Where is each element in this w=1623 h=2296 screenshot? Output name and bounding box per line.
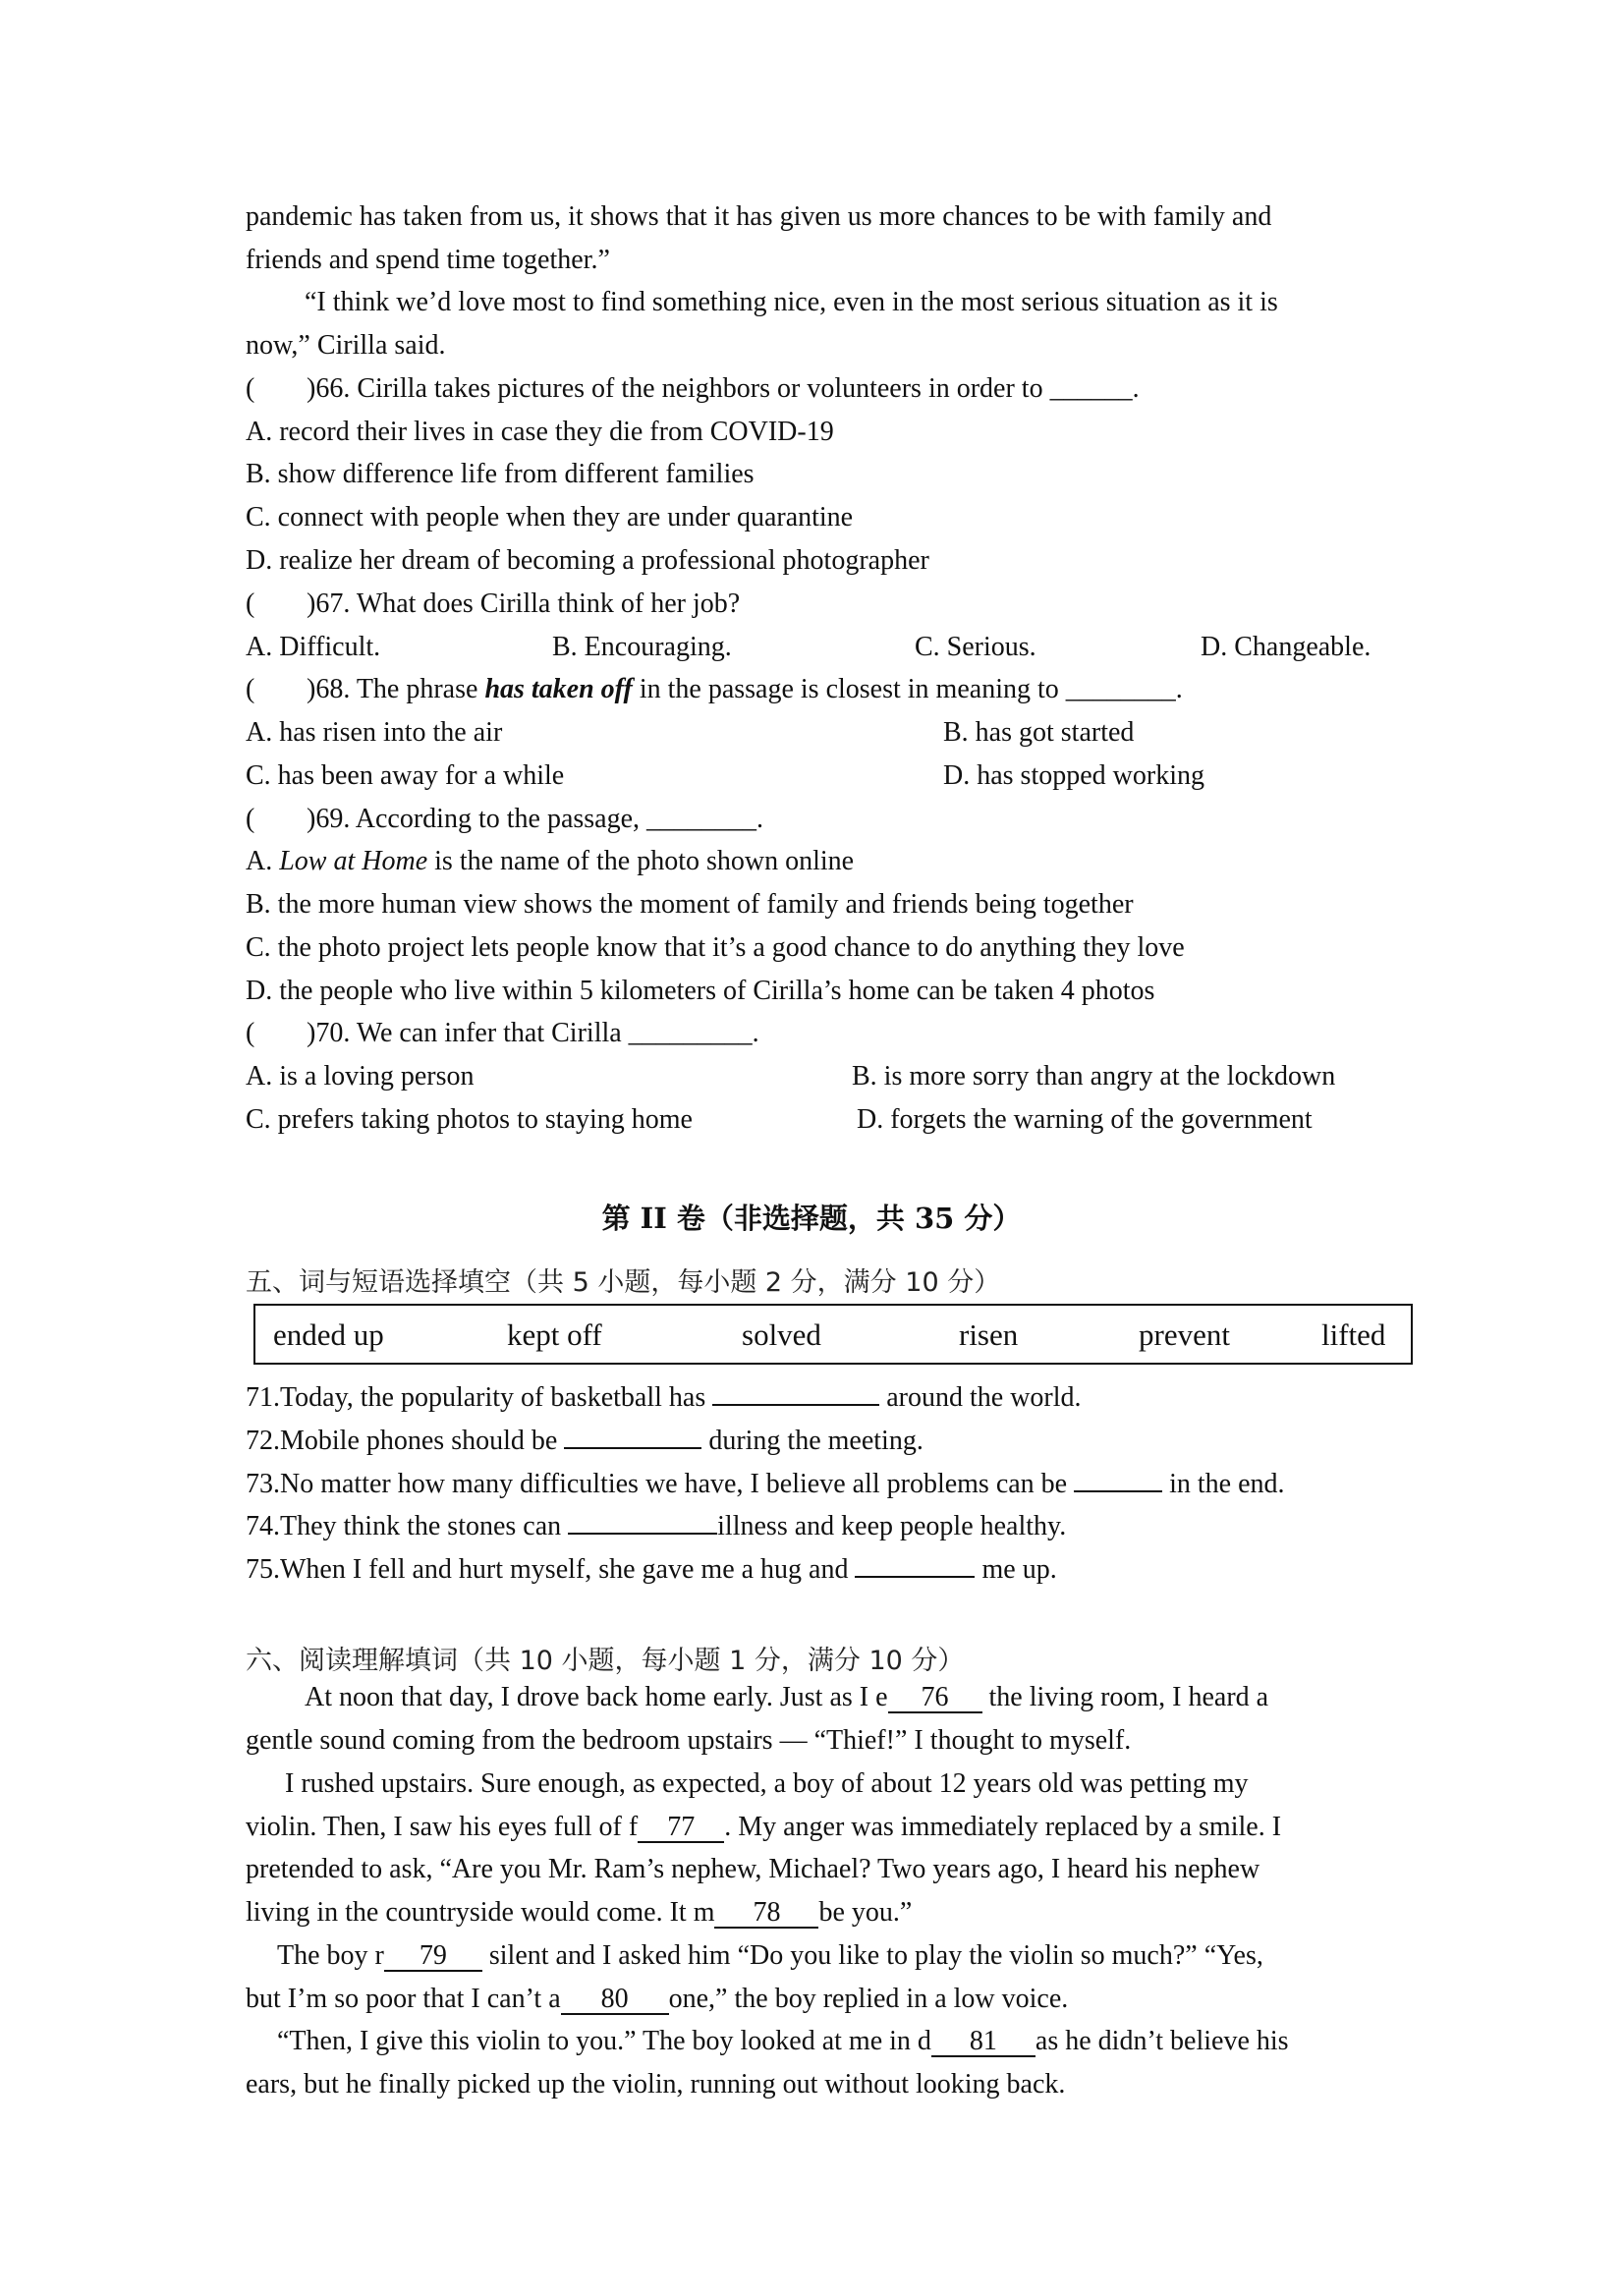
option-c: C. Serious. xyxy=(915,632,1036,662)
passage-line: pretended to ask, “Are you Mr. Ram’s nephew, Michael? Two years ago, I heard his nephew xyxy=(246,1854,1260,1884)
option-text: is the name of the photo shown online xyxy=(427,846,855,876)
word-bank-item: prevent xyxy=(1139,1317,1230,1352)
option-b: B. the more human view shows the moment of family and friends being together xyxy=(246,889,1134,920)
option-c: C. prefers taking photos to staying home xyxy=(246,1104,693,1135)
fill-blank[interactable] xyxy=(1074,1467,1162,1492)
passage-line xyxy=(246,1896,912,1930)
blank-78[interactable]: 78 xyxy=(714,1899,818,1929)
section-6-title: 六、阅读理解填词（共 10 小题，每小题 1 分，满分 10 分） xyxy=(246,1646,965,1676)
option-d: D. Changeable. xyxy=(1201,632,1371,662)
passage-line xyxy=(277,1939,1263,1973)
sentence-71 xyxy=(246,1380,1082,1415)
fill-blank[interactable] xyxy=(568,1509,717,1535)
fill-blank[interactable] xyxy=(855,1552,975,1578)
part-2-heading: 第 II 卷（非选择题，共 35 分） xyxy=(601,1202,1022,1235)
question-text: )68. The phrase xyxy=(307,674,485,704)
word-bank-item: solved xyxy=(742,1317,821,1352)
passage-line: friends and spend time together.” xyxy=(246,245,610,275)
passage-text: be you.” xyxy=(818,1897,913,1928)
question-67-stem xyxy=(246,588,740,621)
photo-title: Low at Home xyxy=(279,846,428,876)
passage-text: At noon that day, I drove back home early. Just as I e xyxy=(305,1682,888,1712)
passage-line: I rushed upstairs. Sure enough, as expected, a boy of about 12 years old was petting my xyxy=(285,1768,1249,1799)
question-66-stem xyxy=(246,372,1140,406)
sentence-text: during the meeting. xyxy=(701,1426,923,1456)
blank-79[interactable]: 79 xyxy=(384,1942,482,1972)
option-a: A. Difficult. xyxy=(246,632,381,662)
passage-text: living in the countryside would come. It m xyxy=(246,1897,715,1928)
passage-text: but I’m so poor that I can’t a xyxy=(246,1984,561,2014)
option-d: D. realize her dream of becoming a professional photographer xyxy=(246,545,929,576)
sentence-text: illness and keep people healthy. xyxy=(717,1511,1067,1541)
question-text: )66. Cirilla takes pictures of the neighbors or volunteers in order to ______. xyxy=(307,373,1140,404)
word-bank-item: kept off xyxy=(507,1317,602,1352)
option-c: C. connect with people when they are under quarantine xyxy=(246,502,854,532)
blank-81[interactable]: 81 xyxy=(931,2028,1035,2057)
answer-paren[interactable]: ( xyxy=(246,1018,255,1048)
question-68-stem xyxy=(246,673,1183,706)
blank-76[interactable]: 76 xyxy=(888,1684,982,1713)
answer-paren[interactable]: ( xyxy=(246,804,255,834)
sentence-text: 71.Today, the popularity of basketball has xyxy=(246,1382,713,1413)
answer-paren[interactable]: ( xyxy=(246,588,255,619)
sentence-text: me up. xyxy=(975,1554,1057,1585)
sentence-73 xyxy=(246,1467,1285,1501)
passage-text: silent and I asked him “Do you like to play the violin so much?” “Yes, xyxy=(481,1940,1263,1971)
question-text: )67. What does Cirilla think of her job? xyxy=(307,588,741,619)
passage-line xyxy=(277,2025,1289,2058)
option-b: B. Encouraging. xyxy=(552,632,732,662)
fill-blank[interactable] xyxy=(712,1380,879,1406)
word-bank xyxy=(253,1304,1413,1365)
option-a: A. has risen into the air xyxy=(246,717,503,748)
sentence-text: around the world. xyxy=(879,1382,1082,1413)
blank-77[interactable]: 77 xyxy=(638,1814,724,1843)
answer-paren[interactable]: ( xyxy=(246,674,255,704)
question-70-stem xyxy=(246,1017,759,1050)
sentence-text: 74.They think the stones can xyxy=(246,1511,569,1541)
option-a: A. record their lives in case they die from COVID-19 xyxy=(246,417,834,447)
sentence-text: in the end. xyxy=(1162,1469,1285,1499)
passage-line: ears, but he finally picked up the violin, running out without looking back. xyxy=(246,2069,1066,2100)
blank-80[interactable]: 80 xyxy=(561,1986,669,2015)
sentence-75 xyxy=(246,1552,1057,1587)
passage-text: violin. Then, I saw his eyes full of f xyxy=(246,1812,639,1842)
passage-line xyxy=(246,1811,1281,1844)
passage-line: now,” Cirilla said. xyxy=(246,330,446,361)
option-b: B. show difference life from different families xyxy=(246,459,755,489)
passage-text: one,” the boy replied in a low voice. xyxy=(668,1984,1069,2014)
passage-text: . My anger was immediately replaced by a smile. I xyxy=(724,1812,1282,1842)
passage-line: gentle sound coming from the bedroom upstairs — “Thief!” I thought to myself. xyxy=(246,1725,1132,1756)
word-bank-item: ended up xyxy=(273,1317,384,1352)
answer-paren[interactable]: ( xyxy=(246,373,255,404)
question-text: )70. We can infer that Cirilla _________. xyxy=(307,1018,759,1048)
fill-blank[interactable] xyxy=(564,1424,701,1449)
option-d: D. the people who live within 5 kilometers of Cirilla’s home can be taken 4 photos xyxy=(246,976,1155,1006)
sentence-74 xyxy=(246,1509,1066,1543)
passage-line xyxy=(246,1983,1068,2016)
passage-text: The boy r xyxy=(277,1940,384,1971)
word-bank-item: lifted xyxy=(1321,1317,1386,1352)
passage-text: the living room, I heard a xyxy=(981,1682,1269,1712)
option-label: A. xyxy=(246,846,280,876)
passage-text: as he didn’t believe his xyxy=(1035,2026,1289,2056)
passage-line xyxy=(305,1681,1268,1714)
passage-line: “I think we’d love most to find something nice, even in the most serious situation as it is xyxy=(305,287,1278,317)
option-b: B. is more sorry than angry at the lockdown xyxy=(852,1061,1336,1092)
passage-line: pandemic has taken from us, it shows that it has given us more chances to be with family and xyxy=(246,201,1272,232)
word-bank-item: risen xyxy=(959,1317,1019,1352)
option-a xyxy=(246,845,854,878)
question-69-stem xyxy=(246,803,763,836)
option-c: C. the photo project lets people know that it’s a good chance to do anything they love xyxy=(246,932,1185,963)
option-d: D. forgets the warning of the government xyxy=(857,1104,1313,1135)
option-c: C. has been away for a while xyxy=(246,760,565,791)
question-text: in the passage is closest in meaning to ________. xyxy=(632,674,1183,704)
question-text: )69. According to the passage, ________. xyxy=(307,804,764,834)
passage-text: “Then, I give this violin to you.” The boy looked at me in d xyxy=(277,2026,931,2056)
sentence-text: 72.Mobile phones should be xyxy=(246,1426,565,1456)
section-5-title: 五、词与短语选择填空（共 5 小题，每小题 2 分，满分 10 分） xyxy=(246,1267,1001,1298)
option-a: A. is a loving person xyxy=(246,1061,475,1092)
key-phrase: has taken off xyxy=(484,674,633,704)
sentence-72 xyxy=(246,1424,923,1458)
sentence-text: 73.No matter how many difficulties we have, I believe all problems can be xyxy=(246,1469,1075,1499)
sentence-text: 75.When I fell and hurt myself, she gave me a hug and xyxy=(246,1554,856,1585)
option-b: B. has got started xyxy=(943,717,1135,748)
option-d: D. has stopped working xyxy=(943,760,1204,791)
